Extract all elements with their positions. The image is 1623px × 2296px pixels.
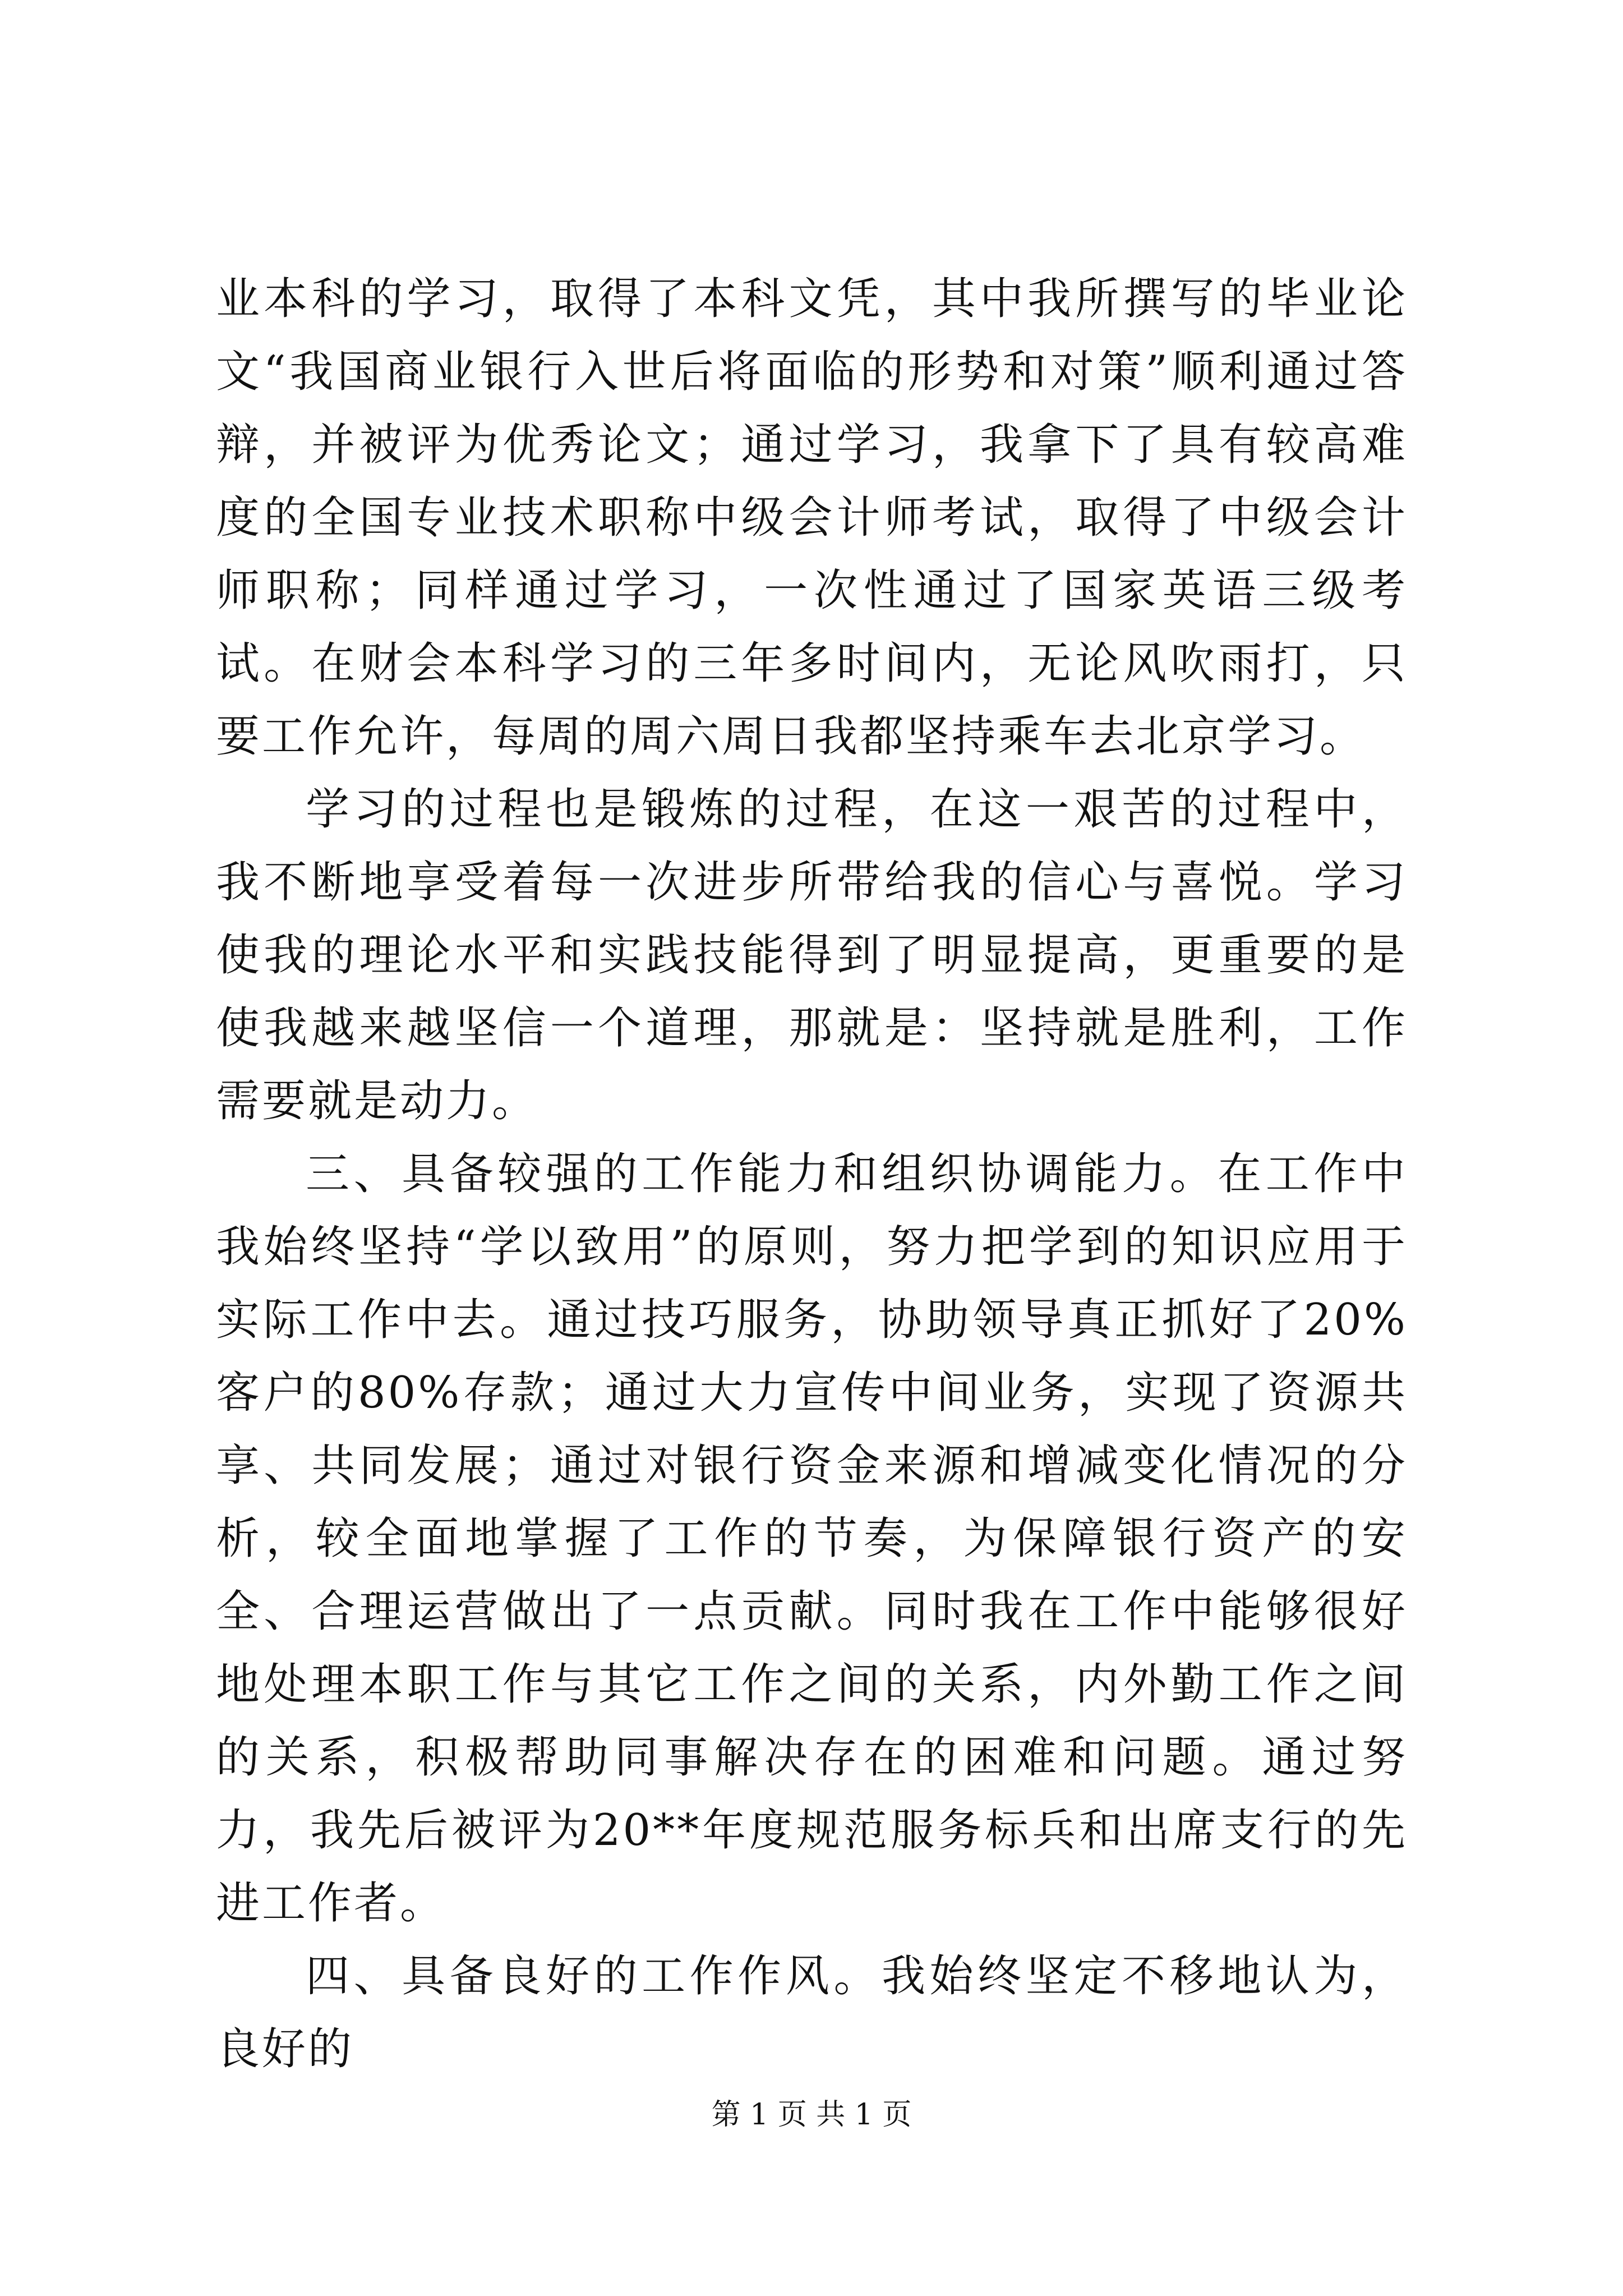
document-body [216,263,1408,2086]
body-paragraph: 三、具备较强的工作能力和组织协调能力。在工作中我始终坚持“学以致用”的原则，努力把学到的知识应用于实际工作中去。通过技巧服务，协助领导真正抓好了20%客户的80%存款；通过大力宣传中间业务，实现了资源共享、共同发展；通过对银行资金来源和增减变化情况的分析，较全面地掌握了工作的节奏，为保障银行资产的安全、合理运营做出了一点贡献。同时我在工作中能够很好地处理本职工作与其它工作之间的关系，内外勤工作之间的关系，积极帮助同事解决存在的困难和问题。通过努力，我先后被评为20**年度规范服务标兵和出席支行的先进工作者。 [216,1149,1408,1929]
body-paragraph: 学习的过程也是锻炼的过程，在这一艰苦的过程中，我不断地享受着每一次进步所带给我的信心与喜悦。学习使我的理论水平和实践技能得到了明显提高，更重要的是使我越来越坚信一个道理，那就是：坚持就是胜利，工作需要就是动力。 [216,784,1408,1126]
page-number: 第 1 页 共 1 页 [711,2098,912,2132]
page-footer [0,2095,1623,2134]
body-paragraph: 业本科的学习，取得了本科文凭，其中我所撰写的毕业论文“我国商业银行入世后将面临的形势和对策”顺利通过答辩，并被评为优秀论文；通过学习，我拿下了具有较高难度的全国专业技术职称中级会计师考试，取得了中级会计师职称；同样通过学习，一次性通过了国家英语三级考试。在财会本科学习的三年多时间内，无论风吹雨打，只要工作允许，每周的周六周日我都坚持乘车去北京学习。 [216,274,1408,762]
body-paragraph: 四、具备良好的工作作风。我始终坚定不移地认为，良好的 [216,1951,1408,2074]
